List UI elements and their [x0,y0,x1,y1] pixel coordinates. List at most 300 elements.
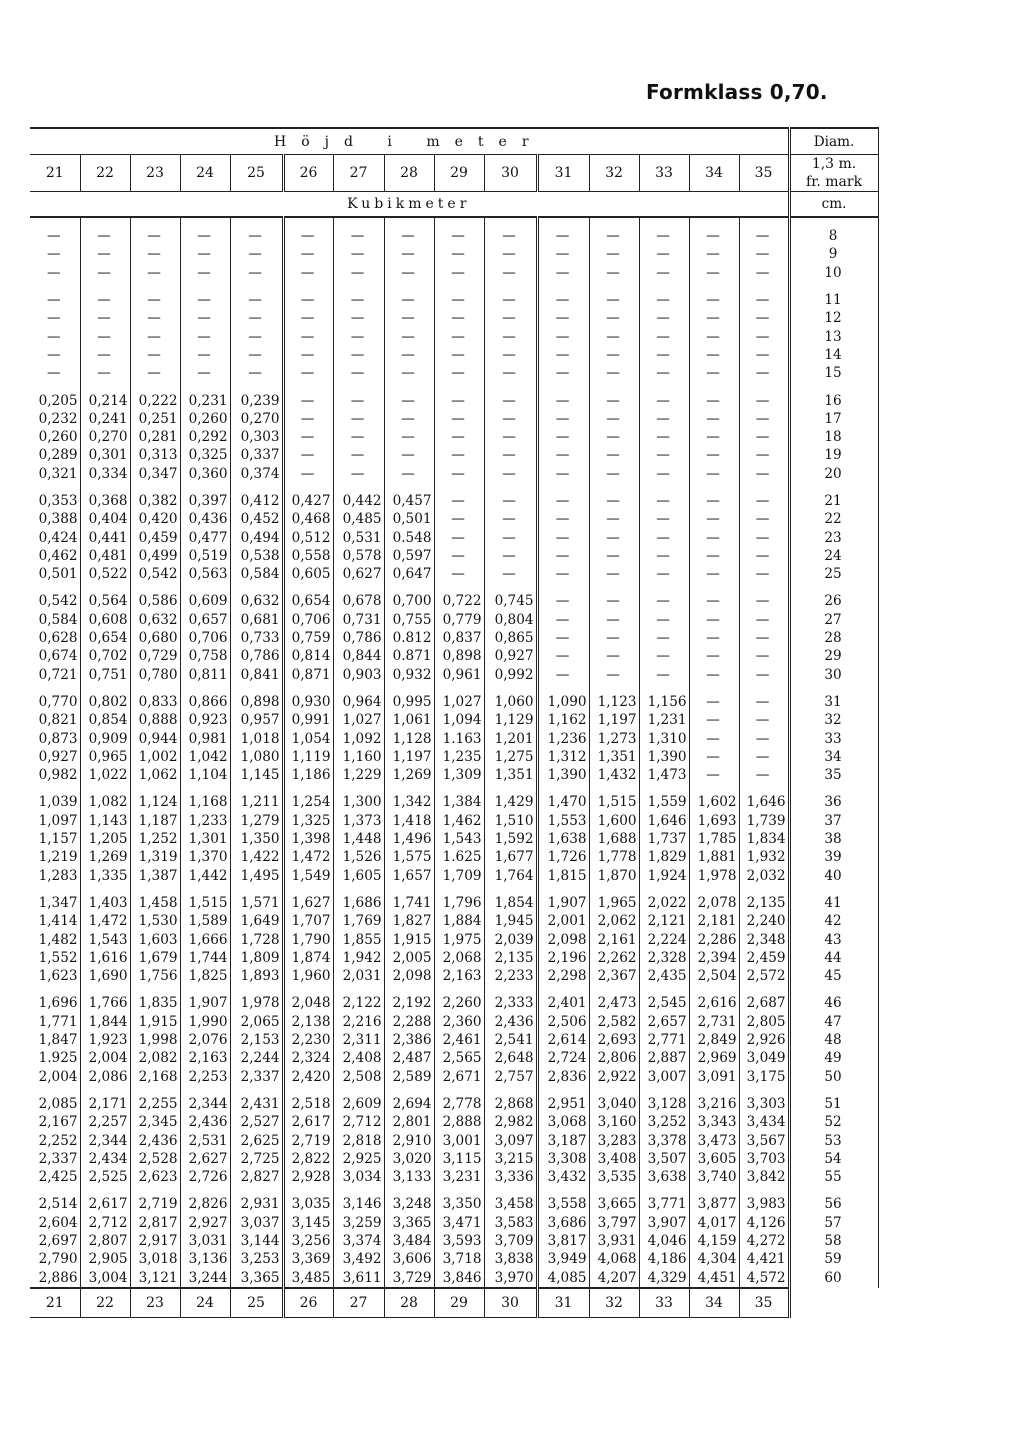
volume-cell: — [689,647,739,665]
diameter-cell: 45 [789,967,878,985]
volume-cell: 1,082 [80,793,130,811]
diameter-cell: 55 [789,1168,878,1186]
spacer-cell [384,985,434,994]
volume-cell: 3,303 [739,1095,789,1113]
volume-cell: 1,881 [689,848,739,866]
volume-cell: 0,353 [30,492,80,510]
spacer-cell [384,885,434,894]
volume-label: Kubikmeter [347,196,471,212]
volume-cell: 3,740 [689,1168,739,1186]
volume-cell: 0,865 [484,629,537,647]
spacer-cell [230,382,283,391]
table-row-diam-43 [30,930,878,948]
volume-cell: — [537,364,589,382]
spacer-cell [484,985,537,994]
volume-cell: 0,260 [30,428,80,446]
table-row-diam-23 [30,528,878,546]
volume-cell: — [333,410,384,428]
spacer-cell [739,382,789,391]
height-header-29: 29 [434,155,484,192]
volume-cell: 0,563 [180,565,230,583]
diameter-cell: 41 [789,894,878,912]
volume-cell: — [739,346,789,364]
volume-cell: 3,771 [639,1195,689,1213]
volume-cell: — [333,465,384,483]
volume-cell: 0,903 [333,666,384,684]
volume-cell: — [484,264,537,282]
volume-cell: — [537,291,589,309]
table-row-diam-50 [30,1067,878,1085]
volume-cell: 1,827 [384,912,434,930]
volume-cell: 1,384 [434,793,484,811]
spacer-cell [689,1186,739,1195]
volume-cell: — [639,428,689,446]
volume-cell: — [30,327,80,345]
volume-cell: 1,128 [384,729,434,747]
spacer-cell [689,885,739,894]
volume-cell: 3,606 [384,1250,434,1268]
volume-cell: 2,719 [283,1131,333,1149]
diam-subtitle-line1: 1,3 m. [811,156,857,172]
height-header-28: 28 [384,155,434,192]
volume-cell: 0,420 [130,510,180,528]
volume-cell: — [689,245,739,263]
volume-cell: 0,347 [130,465,180,483]
volume-cell: — [739,547,789,565]
volume-cell: 2,386 [384,1031,434,1049]
volume-cell: — [180,309,230,327]
volume-cell: 1,432 [589,766,639,784]
volume-cell: 0,706 [283,611,333,629]
volume-cell: — [434,264,484,282]
table-row-diam-17 [30,410,878,428]
volume-cell: — [689,327,739,345]
spacer-cell [283,784,333,793]
volume-cell: — [589,227,639,245]
volume-cell: — [589,647,639,665]
volume-cell: 4,272 [739,1232,789,1250]
volume-cell: 1,124 [130,793,180,811]
volume-cell: — [537,647,589,665]
height-footer-26: 26 [283,1288,333,1318]
diameter-cell: 44 [789,949,878,967]
volume-cell: 3,128 [639,1095,689,1113]
volume-cell: 2,065 [230,1013,283,1031]
spacer-cell [283,382,333,391]
volume-cell: 2,408 [333,1049,384,1067]
volume-cell: 1,482 [30,930,80,948]
spacer-cell [80,985,130,994]
table-row-diam-16 [30,391,878,409]
header-row-heights [30,155,878,192]
volume-cell: 2,031 [333,967,384,985]
volume-cell: 1,090 [537,693,589,711]
volume-cell: 3,133 [384,1168,434,1186]
volume-cell: 1,646 [639,812,689,830]
volume-cell: — [333,364,384,382]
spacer-cell [333,382,384,391]
volume-cell: 0,281 [130,428,180,446]
volume-cell: 3,949 [537,1250,589,1268]
volume-cell: — [230,346,283,364]
volume-cell: — [689,264,739,282]
volume-cell: 1,688 [589,830,639,848]
volume-cell: 1,201 [484,729,537,747]
volume-cell: 3,593 [434,1232,484,1250]
volume-cell: 0,729 [130,647,180,665]
volume-cell: — [484,327,537,345]
volume-cell: 2,122 [333,994,384,1012]
spacer-cell [283,282,333,291]
volume-cell: — [80,291,130,309]
diameter-cell: 46 [789,994,878,1012]
height-header-25: 25 [230,155,283,192]
volume-cell: 3,343 [689,1113,739,1131]
volume-cell: 0,441 [80,528,130,546]
volume-cell: 0,260 [180,410,230,428]
volume-cell: 3,507 [639,1150,689,1168]
spacer-cell [537,583,589,592]
volume-cell: 0,702 [80,647,130,665]
volume-cell: 2,697 [30,1232,80,1250]
volume-cell: — [537,346,589,364]
volume-cell: 3,369 [283,1250,333,1268]
table-row-diam-51 [30,1095,878,1113]
group-spacer [30,1086,878,1095]
volume-cell: 1,168 [180,793,230,811]
spacer-cell [639,784,689,793]
diameter-cell: 29 [789,647,878,665]
volume-cell: — [689,693,739,711]
volume-cell: — [434,309,484,327]
group-spacer [30,1186,878,1195]
volume-cell: 1,123 [589,693,639,711]
volume-cell: 1,796 [434,894,484,912]
volume-cell: 4,126 [739,1214,789,1232]
volume-cell: — [180,264,230,282]
volume-cell: — [283,465,333,483]
volume-cell: 3,365 [384,1214,434,1232]
volume-cell: 2,324 [283,1049,333,1067]
volume-cell: 2,001 [537,912,589,930]
volume-cell: 2,726 [180,1168,230,1186]
volume-cell: 2,731 [689,1013,739,1031]
volume-cell: 0,531 [333,528,384,546]
table-row-diam-53 [30,1131,878,1149]
volume-cell: — [739,291,789,309]
volume-cell: 1,835 [130,994,180,1012]
volume-cell: 0,992 [484,666,537,684]
volume-cell: — [434,391,484,409]
volume-cell: 3,797 [589,1214,639,1232]
volume-cell: 2,192 [384,994,434,1012]
volume-cell: 1,907 [537,894,589,912]
spacer-cell [230,217,283,227]
volume-cell: 1.925 [30,1049,80,1067]
volume-cell: — [537,446,589,464]
volume-cell: 1,657 [384,867,434,885]
volume-cell: 3,007 [639,1067,689,1085]
spacer-cell [384,217,434,227]
volume-cell: 3,703 [739,1150,789,1168]
volume-cell: 1,809 [230,949,283,967]
volume-cell: 1,275 [484,748,537,766]
spacer-cell [484,885,537,894]
volume-cell: 0,499 [130,547,180,565]
diameter-cell: 30 [789,666,878,684]
volume-cell: — [80,327,130,345]
volume-cell: — [283,428,333,446]
volume-cell: 2,328 [639,949,689,967]
volume-cell: 3,434 [739,1113,789,1131]
spacer-cell [30,885,80,894]
volume-cell: 2,425 [30,1168,80,1186]
volume-cell: 3,215 [484,1150,537,1168]
diameter-cell: 48 [789,1031,878,1049]
spacer-cell [130,583,180,592]
volume-cell: 3,040 [589,1095,639,1113]
volume-cell: — [484,410,537,428]
volume-cell: — [283,346,333,364]
volume-cell: 0,459 [130,528,180,546]
volume-cell: — [739,647,789,665]
diam-subtitle-line2: fr. mark [806,174,863,190]
volume-cell: 0,654 [283,592,333,610]
height-header-23: 23 [130,155,180,192]
diameter-cell: 33 [789,729,878,747]
volume-cell: — [537,465,589,483]
volume-cell: — [739,693,789,711]
volume-cell: 3,567 [739,1131,789,1149]
volume-cell: — [537,492,589,510]
table-row-diam-12 [30,309,878,327]
volume-cell: 1,559 [639,793,689,811]
volume-cell: 0,804 [484,611,537,629]
spacer-cell [333,985,384,994]
volume-cell: 2,617 [80,1195,130,1213]
spacer-cell [484,382,537,391]
volume-cell: 3,638 [639,1168,689,1186]
volume-cell: 0,779 [434,611,484,629]
volume-cell: 3,001 [434,1131,484,1149]
volume-cell: — [639,492,689,510]
volume-cell: — [639,391,689,409]
table-row-diam-21 [30,492,878,510]
volume-cell: 0,657 [180,611,230,629]
volume-cell: — [484,428,537,446]
diameter-cell: 23 [789,528,878,546]
volume-cell: 2,004 [30,1067,80,1085]
volume-cell: — [639,510,689,528]
volume-cell: 2,888 [434,1113,484,1131]
volume-cell: 1,462 [434,812,484,830]
volume-cell: — [180,291,230,309]
volume-cell: 1,060 [484,693,537,711]
spacer-cell [789,1186,878,1195]
volume-cell: 1,233 [180,812,230,830]
volume-cell: 3,121 [130,1268,180,1287]
volume-cell: — [30,291,80,309]
volume-cell: — [589,364,639,382]
volume-cell: — [130,245,180,263]
spacer-cell [283,483,333,492]
volume-cell: 0,519 [180,547,230,565]
volume-cell: 3,187 [537,1131,589,1149]
volume-cell: 0,751 [80,666,130,684]
spacer-cell [789,583,878,592]
volume-cell: 3,846 [434,1268,484,1287]
volume-cell: 0,844 [333,647,384,665]
volume-cell: — [589,492,639,510]
volume-cell: 3,146 [333,1195,384,1213]
spacer-cell [130,784,180,793]
table-row-diam-18 [30,428,878,446]
volume-cell: 1,526 [333,848,384,866]
volume-cell: 3,983 [739,1195,789,1213]
table-row-diam-32 [30,711,878,729]
volume-cell: 3,020 [384,1150,434,1168]
volume-cell: 0,802 [80,693,130,711]
diameter-cell: 49 [789,1049,878,1067]
volume-cell: 2,086 [80,1067,130,1085]
table-row-diam-30 [30,666,878,684]
volume-cell: 1,515 [589,793,639,811]
volume-cell: — [384,309,434,327]
diameter-cell: 42 [789,912,878,930]
volume-cell: 2,076 [180,1031,230,1049]
spacer-cell [589,1186,639,1195]
volume-label-cell [30,192,789,218]
height-footer-24: 24 [180,1288,230,1318]
height-header-27: 27 [333,155,384,192]
spacer-cell [689,282,739,291]
spacer-cell [589,282,639,291]
volume-cell: 0,814 [283,647,333,665]
volume-cell: — [80,364,130,382]
volume-cell: 2,582 [589,1013,639,1031]
volume-cell: 1,552 [30,949,80,967]
volume-cell: 0,957 [230,711,283,729]
spacer-cell [589,885,639,894]
volume-cell: 1,236 [537,729,589,747]
volume-cell: 2,514 [30,1195,80,1213]
volume-cell: 0,871 [283,666,333,684]
volume-cell: 3,558 [537,1195,589,1213]
volume-cell: — [639,629,689,647]
volume-cell: 1,815 [537,867,589,885]
volume-cell: — [589,346,639,364]
volume-cell: 4,017 [689,1214,739,1232]
volume-cell: 0,485 [333,510,384,528]
volume-cell: 3,583 [484,1214,537,1232]
volume-cell: — [689,666,739,684]
volume-cell: 1,418 [384,812,434,830]
height-footer-32: 32 [589,1288,639,1318]
volume-cell: 2,541 [484,1031,537,1049]
volume-cell: — [689,748,739,766]
volume-cell: 0,961 [434,666,484,684]
volume-cell: 4,421 [739,1250,789,1268]
volume-cell: 2,121 [639,912,689,930]
diameter-cell: 35 [789,766,878,784]
volume-cell: 2,712 [333,1113,384,1131]
volume-cell: 2,022 [639,894,689,912]
table-row-diam-60 [30,1268,878,1287]
table-row-diam-37 [30,812,878,830]
volume-cell: 2,818 [333,1131,384,1149]
volume-cell: — [689,410,739,428]
spacer-cell [739,1086,789,1095]
volume-cell: 3,611 [333,1268,384,1287]
spacer-cell [130,1086,180,1095]
volume-cell: — [333,264,384,282]
table-row-diam-10 [30,264,878,282]
volume-cell: — [384,465,434,483]
volume-cell: — [283,264,333,282]
spacer-cell [180,583,230,592]
spacer-cell [230,1186,283,1195]
spacer-cell [537,784,589,793]
table-row-diam-9 [30,245,878,263]
volume-cell: 0,930 [283,693,333,711]
volume-cell: — [589,510,639,528]
volume-cell: 1,473 [639,766,689,784]
volume-cell: — [484,245,537,263]
volume-cell: — [537,227,589,245]
volume-cell: 0,786 [230,647,283,665]
volume-cell: — [230,327,283,345]
volume-cell: — [484,492,537,510]
volume-cell: — [484,565,537,583]
volume-cell: 0,982 [30,766,80,784]
spacer-cell [384,1086,434,1095]
volume-cell: 2,459 [739,949,789,967]
diameter-cell: 28 [789,629,878,647]
spacer-cell [739,583,789,592]
volume-cell: 2,337 [30,1150,80,1168]
volume-cell: 2,348 [739,930,789,948]
spacer-cell [434,583,484,592]
volume-cell: 0,780 [130,666,180,684]
volume-cell: 1,790 [283,930,333,948]
volume-cell: 1,143 [80,812,130,830]
height-footer-35: 35 [739,1288,789,1318]
diameter-cell: 52 [789,1113,878,1131]
table-row-diam-34 [30,748,878,766]
volume-cell: — [30,364,80,382]
volume-cell: 0.548 [384,528,434,546]
volume-cell: 1,027 [333,711,384,729]
volume-cell: 1,042 [180,748,230,766]
spacer-cell [80,1186,130,1195]
volume-cell: 3,877 [689,1195,739,1213]
volume-cell: 2,822 [283,1150,333,1168]
volume-cell: 0,334 [80,465,130,483]
volume-cell: 1,157 [30,830,80,848]
volume-cell: 3,004 [80,1268,130,1287]
spacer-cell [639,1186,689,1195]
height-header-33: 33 [639,155,689,192]
volume-cell: — [80,227,130,245]
spacer-cell [434,382,484,391]
volume-cell: — [80,346,130,364]
volume-cell: 0,538 [230,547,283,565]
table-row-diam-46 [30,994,878,1012]
volume-cell: 0,866 [180,693,230,711]
volume-cell: — [230,245,283,263]
table-row-diam-19 [30,446,878,464]
volume-cell: 1,300 [333,793,384,811]
